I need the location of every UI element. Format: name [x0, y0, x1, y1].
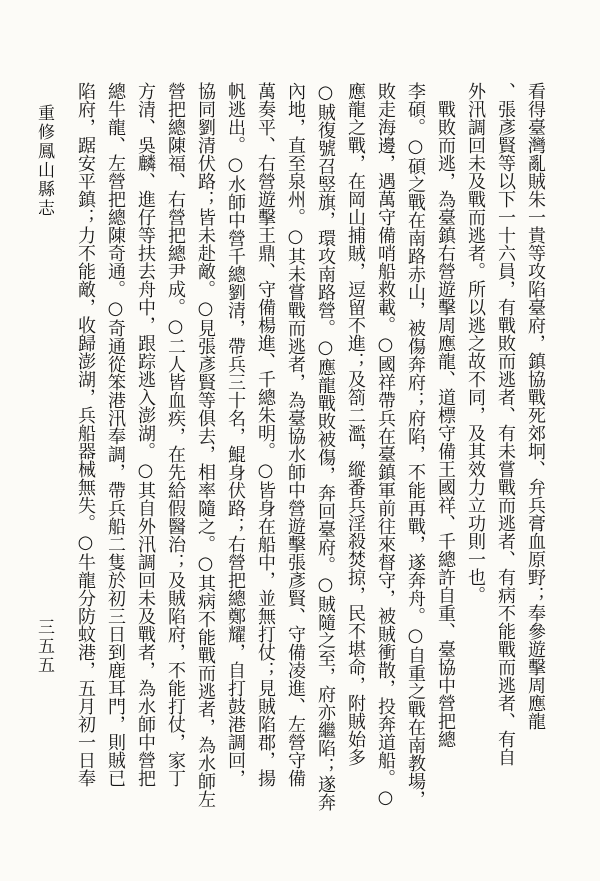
text-column: 萬奏平、右營遊擊王鼎、守備楊進、千總朱明。○皆身在船中，並無打仗；見賊陷郡，揚	[255, 82, 276, 787]
book-title: 重修鳳山縣志	[34, 104, 54, 218]
text-column: 方清、吳麟、進仔等扶去舟中，跟踪逃入澎湖。○其自外汛調回未及戰者，為水師中營把	[135, 82, 156, 787]
text-column: 帆逃出。○水師中營千總劉清，帶兵三十名，鯤身伏路；右營把總鄭耀，自打鼓港調回，	[225, 82, 246, 787]
text-column: 看得臺灣亂賊朱一貴等攻陷臺府，鎮協戰死郊坰、弁兵膏血原野；奉參遊擊周應龍	[525, 82, 546, 730]
page-number: 三五五	[34, 618, 54, 675]
text-column: 協同劉清伏路；皆未赴敵。○見張彥賢等俱去，相率隨之。○其病不能戰而逃者，為水師左	[195, 82, 216, 808]
text-column: 、張彥賢等以下一十六員，有戰敗而逃者、有未嘗戰而逃者、有病不能戰而逃者、有自	[495, 82, 516, 766]
text-column: 營把總陳福、右營把總尹成。○二人皆血疾，在先給假醫治；及賊陷府，不能打仗，家丁	[165, 82, 186, 787]
text-column: 外汛調回未及戰而逃者。所以逃之故不同，及其效力立功則一也。	[465, 82, 486, 604]
text-column: 陷府，踞安平鎮；力不能敵，收歸澎湖，兵船器械無失。○牛龍分防蚊港，五月初一日奉	[75, 82, 96, 787]
text-column: 戰敗而逃，為臺鎮右營遊擊周應龍、道標守備王國祥、千總許自重、臺協中營把總	[435, 100, 456, 748]
text-column: 總牛龍、左營把總陳奇通。○奇通從笨港汛奉調，帶兵船二隻於初三日到鹿耳門，則賊已	[105, 82, 126, 787]
text-column: 應龍之戰，在岡山捕賊，逗留不進；及箚二濫，縱番兵淫殺焚掠，民不堪命，附賊始多	[345, 82, 366, 766]
text-column: ○賊復號召竪旗，環攻南路營。○應龍戰敗被傷，奔回臺府。○賊隨之至，府亦繼陷；遂奔	[315, 82, 336, 811]
text-column: 內地，直至泉州。○其未嘗戰而逃者，為臺協水師中營遊擊張彥賢、守備凌進、左營守備	[285, 82, 306, 787]
text-column: 李碩。○碩之戰在南路赤山，被傷奔府；府陷，不能再戰，遂奔舟。○自重之戰在南教場，	[405, 82, 426, 808]
text-column: 敗走海邊，遇萬守備哨船救載。○國祥帶兵在臺鎮軍前往來督守，被賊衝散，投奔道船。○	[375, 82, 396, 808]
